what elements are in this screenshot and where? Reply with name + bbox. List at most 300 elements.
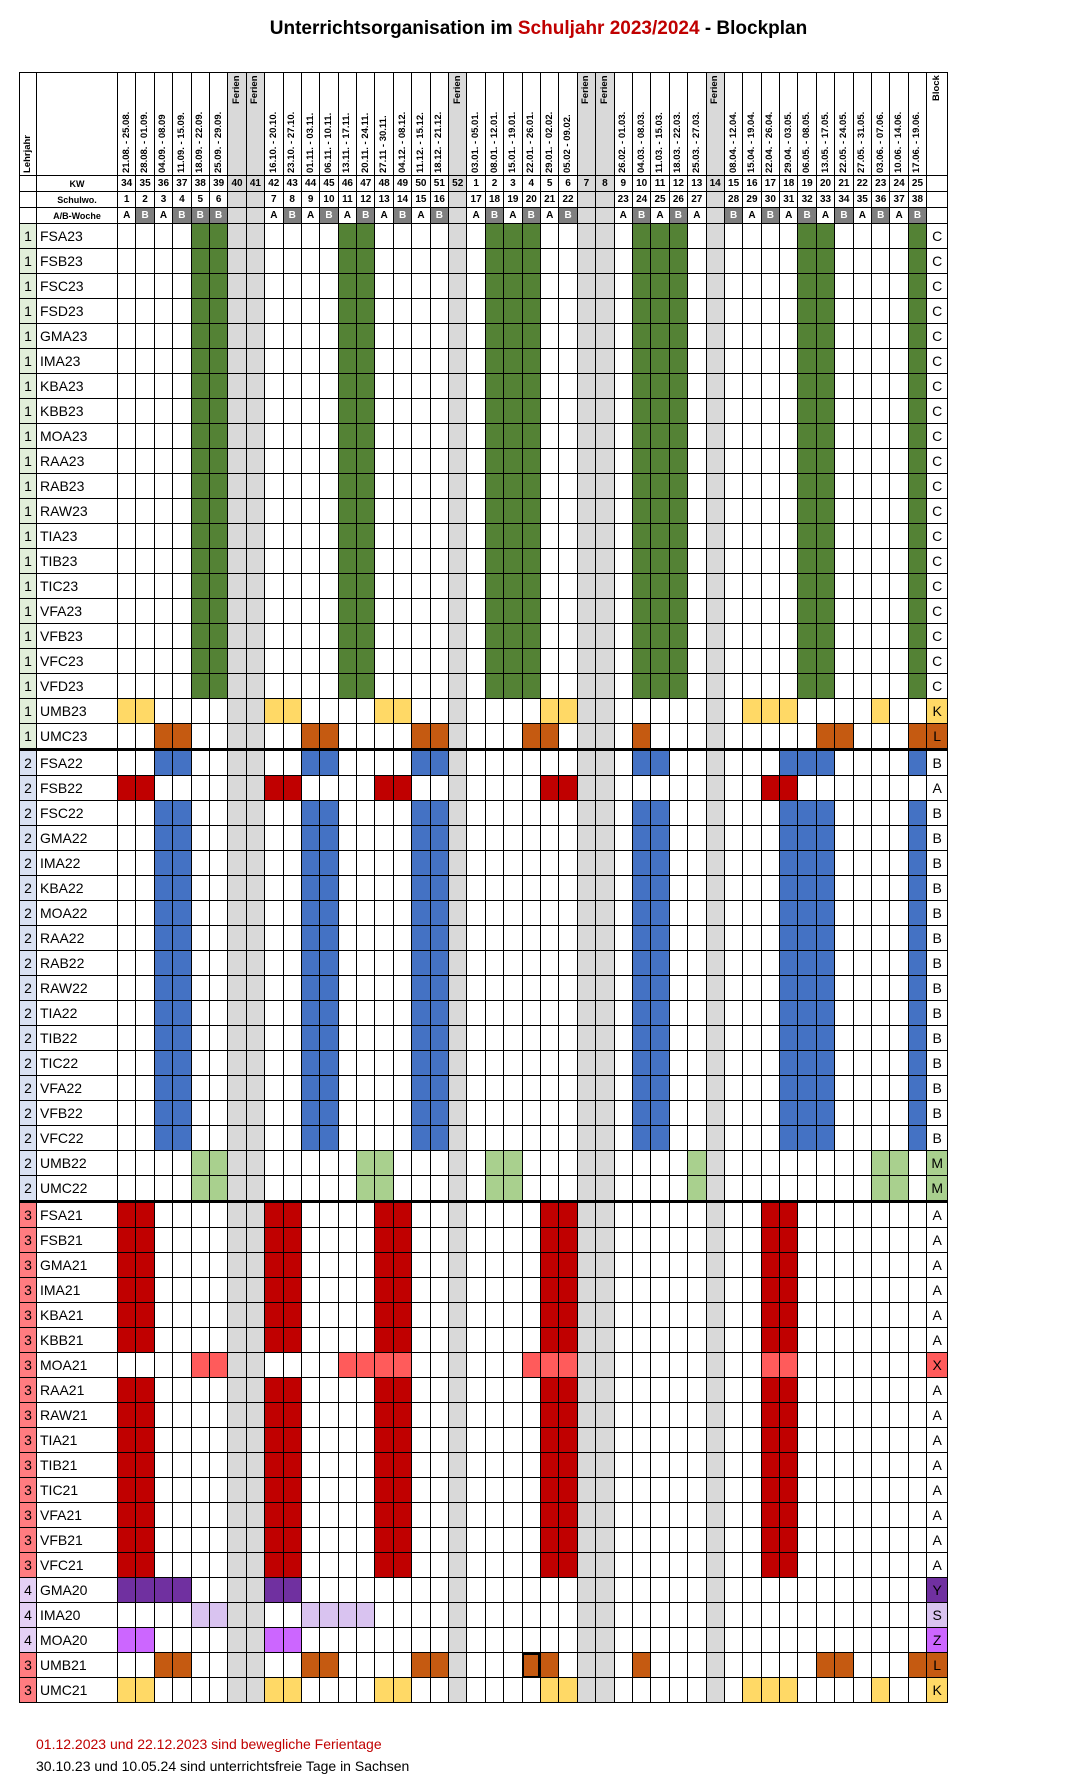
- week-cell: [872, 1628, 890, 1653]
- week-cell: [706, 674, 724, 699]
- week-cell: [559, 1553, 577, 1578]
- week-cell: [540, 424, 558, 449]
- week-cell: [191, 951, 209, 976]
- week-cell: [136, 1403, 154, 1428]
- week-cell: [118, 1653, 136, 1678]
- week-cell: [559, 1653, 577, 1678]
- week-cell: [246, 349, 264, 374]
- week-cell: [393, 274, 411, 299]
- week-cell: [724, 1528, 742, 1553]
- week-cell: [136, 1553, 154, 1578]
- week-cell: [357, 1328, 375, 1353]
- week-cell: [872, 1101, 890, 1126]
- week-cell: [246, 724, 264, 750]
- week-cell: [761, 374, 779, 399]
- week-cell: [559, 1001, 577, 1026]
- week-cell: [577, 1176, 595, 1202]
- week-cell: [430, 724, 448, 750]
- week-cell: [688, 926, 706, 951]
- week-cell: [467, 1403, 485, 1428]
- week-cell: [908, 1628, 926, 1653]
- week-cell: [504, 1353, 522, 1378]
- week-cell: [780, 624, 798, 649]
- week-cell: [577, 976, 595, 1001]
- week-cell: [596, 1478, 614, 1503]
- block-cell: L: [927, 1653, 948, 1678]
- week-cell: [283, 699, 301, 724]
- week-cell: [246, 449, 264, 474]
- week-cell: [688, 249, 706, 274]
- week-cell: [908, 1653, 926, 1678]
- week-cell: [338, 1076, 356, 1101]
- week-cell: [136, 1202, 154, 1228]
- week-cell: [761, 776, 779, 801]
- week-cell: [724, 826, 742, 851]
- week-cell: [375, 474, 393, 499]
- week-cell: [320, 1678, 338, 1703]
- week-cell: [688, 474, 706, 499]
- abwoche-row-cell: B: [761, 208, 779, 224]
- week-cell: [154, 1378, 172, 1403]
- week-cell: [669, 976, 687, 1001]
- abwoche-row-cell: B: [357, 208, 375, 224]
- week-cell: [209, 1076, 227, 1101]
- week-cell: [632, 1253, 650, 1278]
- week-cell: [632, 399, 650, 424]
- week-cell: [872, 1403, 890, 1428]
- week-cell: [835, 1578, 853, 1603]
- week-cell: [154, 750, 172, 776]
- week-cell: [577, 1051, 595, 1076]
- schulwoche-row-cell: 18: [485, 192, 503, 208]
- week-cell: [632, 1228, 650, 1253]
- week-cell: [872, 926, 890, 951]
- week-cell: [798, 1603, 816, 1628]
- week-cell: [853, 1228, 871, 1253]
- kw-row-cell: 42: [265, 176, 283, 192]
- week-cell: [908, 1603, 926, 1628]
- week-cell: [449, 624, 467, 649]
- week-cell: [706, 1478, 724, 1503]
- week-cell: [577, 1253, 595, 1278]
- week-cell: [780, 649, 798, 674]
- week-cell: [393, 976, 411, 1001]
- week-cell: [816, 926, 834, 951]
- week-date-label: Ferien: [249, 75, 261, 104]
- week-cell: [430, 599, 448, 624]
- week-cell: [173, 599, 191, 624]
- week-cell: [393, 1478, 411, 1503]
- week-cell: [596, 1653, 614, 1678]
- block-cell: B: [927, 1026, 948, 1051]
- week-date-header: [375, 73, 393, 176]
- week-date-header: [357, 73, 375, 176]
- week-cell: [449, 901, 467, 926]
- week-cell: [816, 399, 834, 424]
- schulwoche-row-cell: 15: [412, 192, 430, 208]
- week-cell: [632, 851, 650, 876]
- week-cell: [853, 1253, 871, 1278]
- week-cell: [283, 1278, 301, 1303]
- week-cell: [375, 1478, 393, 1503]
- week-cell: [118, 1202, 136, 1228]
- week-cell: [632, 1353, 650, 1378]
- week-cell: [651, 649, 669, 674]
- week-cell: [485, 1001, 503, 1026]
- week-cell: [228, 1428, 246, 1453]
- week-cell: [522, 1151, 540, 1176]
- klasse-cell: IMA23: [37, 349, 118, 374]
- week-cell: [559, 1328, 577, 1353]
- block-cell: A: [927, 1403, 948, 1428]
- week-cell: [872, 699, 890, 724]
- week-cell: [393, 424, 411, 449]
- week-cell: [835, 901, 853, 926]
- week-cell: [706, 1202, 724, 1228]
- week-cell: [706, 1653, 724, 1678]
- week-cell: [596, 1303, 614, 1328]
- week-cell: [357, 1653, 375, 1678]
- week-cell: [485, 674, 503, 699]
- week-cell: [743, 399, 761, 424]
- week-cell: [761, 1328, 779, 1353]
- week-cell: [853, 826, 871, 851]
- week-cell: [706, 624, 724, 649]
- week-cell: [228, 424, 246, 449]
- week-cell: [522, 349, 540, 374]
- week-cell: [688, 951, 706, 976]
- week-cell: [154, 599, 172, 624]
- week-cell: [761, 1578, 779, 1603]
- week-cell: [540, 224, 558, 249]
- week-cell: [798, 801, 816, 826]
- week-cell: [559, 599, 577, 624]
- week-cell: [559, 1126, 577, 1151]
- week-cell: [522, 374, 540, 399]
- week-cell: [614, 1101, 632, 1126]
- lehrjahr-cell: 3: [20, 1553, 37, 1578]
- week-cell: [191, 1026, 209, 1051]
- week-cell: [301, 399, 319, 424]
- week-cell: [743, 750, 761, 776]
- week-cell: [485, 901, 503, 926]
- week-cell: [173, 1278, 191, 1303]
- week-cell: [724, 1603, 742, 1628]
- week-cell: [872, 399, 890, 424]
- abwoche-row-cell: A: [688, 208, 706, 224]
- week-cell: [651, 299, 669, 324]
- week-cell: [724, 699, 742, 724]
- week-cell: [872, 549, 890, 574]
- week-cell: [357, 776, 375, 801]
- week-cell: [412, 1503, 430, 1528]
- week-cell: [614, 1328, 632, 1353]
- week-cell: [136, 1478, 154, 1503]
- week-cell: [780, 224, 798, 249]
- week-cell: [632, 1553, 650, 1578]
- week-cell: [872, 851, 890, 876]
- abwoche-row-cell: [596, 208, 614, 224]
- week-cell: [393, 1653, 411, 1678]
- week-cell: [651, 449, 669, 474]
- week-cell: [743, 574, 761, 599]
- week-cell: [816, 549, 834, 574]
- week-cell: [614, 1353, 632, 1378]
- week-cell: [853, 274, 871, 299]
- week-cell: [209, 524, 227, 549]
- week-cell: [412, 1403, 430, 1428]
- week-cell: [301, 1503, 319, 1528]
- week-cell: [724, 901, 742, 926]
- week-cell: [559, 424, 577, 449]
- week-cell: [890, 1278, 908, 1303]
- week-cell: [651, 374, 669, 399]
- week-cell: [908, 699, 926, 724]
- week-date-label: 25.09. - 29.09.: [212, 111, 224, 173]
- week-cell: [393, 524, 411, 549]
- week-cell: [890, 1553, 908, 1578]
- week-cell: [596, 1678, 614, 1703]
- week-cell: [430, 1653, 448, 1678]
- week-cell: [724, 1453, 742, 1478]
- block-label: Block: [931, 75, 943, 101]
- schulwoche-row-cell: 14: [393, 192, 411, 208]
- week-cell: [798, 1126, 816, 1151]
- week-cell: [357, 1253, 375, 1278]
- week-cell: [449, 1603, 467, 1628]
- week-cell: [614, 524, 632, 549]
- week-cell: [375, 1453, 393, 1478]
- week-cell: [596, 876, 614, 901]
- week-cell: [173, 1428, 191, 1453]
- lehrjahr-cell: 1: [20, 274, 37, 299]
- week-cell: [209, 1678, 227, 1703]
- week-cell: [540, 1678, 558, 1703]
- week-cell: [320, 1278, 338, 1303]
- week-cell: [872, 674, 890, 699]
- week-cell: [908, 399, 926, 424]
- week-cell: [724, 399, 742, 424]
- week-cell: [816, 1403, 834, 1428]
- week-cell: [228, 1176, 246, 1202]
- week-cell: [890, 1603, 908, 1628]
- week-cell: [890, 801, 908, 826]
- week-cell: [209, 499, 227, 524]
- week-cell: [577, 876, 595, 901]
- week-cell: [375, 1578, 393, 1603]
- week-date-label: 18.09. - 22.09.: [194, 111, 206, 173]
- week-cell: [118, 750, 136, 776]
- week-cell: [301, 349, 319, 374]
- lehrjahr-cell: 2: [20, 1176, 37, 1202]
- week-cell: [651, 1378, 669, 1403]
- week-cell: [780, 1653, 798, 1678]
- week-cell: [467, 1428, 485, 1453]
- week-cell: [320, 249, 338, 274]
- week-cell: [872, 951, 890, 976]
- week-cell: [908, 474, 926, 499]
- week-cell: [816, 574, 834, 599]
- week-cell: [228, 750, 246, 776]
- week-cell: [191, 499, 209, 524]
- week-cell: [118, 1453, 136, 1478]
- week-cell: [853, 750, 871, 776]
- week-cell: [283, 449, 301, 474]
- week-cell: [780, 524, 798, 549]
- week-cell: [688, 1353, 706, 1378]
- week-cell: [522, 1076, 540, 1101]
- week-cell: [283, 976, 301, 1001]
- week-cell: [246, 901, 264, 926]
- week-cell: [283, 1151, 301, 1176]
- week-cell: [669, 224, 687, 249]
- week-cell: [853, 1628, 871, 1653]
- schulwoche-row-cell: [228, 192, 246, 208]
- week-cell: [320, 1176, 338, 1202]
- week-cell: [265, 1126, 283, 1151]
- week-cell: [154, 224, 172, 249]
- class-row: [20, 1151, 948, 1176]
- week-cell: [614, 1628, 632, 1653]
- week-cell: [614, 1026, 632, 1051]
- week-cell: [320, 1503, 338, 1528]
- week-cell: [338, 324, 356, 349]
- week-cell: [632, 624, 650, 649]
- week-cell: [632, 474, 650, 499]
- week-cell: [209, 224, 227, 249]
- week-cell: [154, 1303, 172, 1328]
- week-cell: [375, 750, 393, 776]
- week-cell: [908, 724, 926, 750]
- week-cell: [559, 474, 577, 499]
- week-cell: [173, 724, 191, 750]
- week-cell: [265, 1101, 283, 1126]
- week-cell: [320, 674, 338, 699]
- week-cell: [357, 349, 375, 374]
- week-cell: [559, 1353, 577, 1378]
- week-cell: [265, 649, 283, 674]
- week-cell: [835, 826, 853, 851]
- week-cell: [118, 649, 136, 674]
- lehrjahr-cell: 3: [20, 1678, 37, 1703]
- block-cell: A: [927, 1428, 948, 1453]
- week-cell: [872, 1228, 890, 1253]
- week-cell: [688, 549, 706, 574]
- week-cell: [908, 826, 926, 851]
- week-cell: [908, 1228, 926, 1253]
- week-cell: [191, 274, 209, 299]
- week-cell: [449, 449, 467, 474]
- week-cell: [651, 1228, 669, 1253]
- week-cell: [577, 599, 595, 624]
- week-cell: [688, 1328, 706, 1353]
- abwoche-row-cell: [228, 208, 246, 224]
- week-cell: [835, 1101, 853, 1126]
- week-cell: [430, 624, 448, 649]
- class-row: [20, 1076, 948, 1101]
- week-cell: [816, 976, 834, 1001]
- week-date-label: 17.06. - 19.06.: [911, 111, 923, 173]
- week-cell: [816, 1528, 834, 1553]
- week-cell: [320, 876, 338, 901]
- week-cell: [835, 224, 853, 249]
- week-cell: [357, 1051, 375, 1076]
- week-cell: [688, 1428, 706, 1453]
- week-cell: [706, 750, 724, 776]
- week-cell: [798, 1101, 816, 1126]
- week-cell: [780, 851, 798, 876]
- week-cell: [246, 1428, 264, 1453]
- week-cell: [669, 1528, 687, 1553]
- week-cell: [265, 399, 283, 424]
- week-cell: [412, 574, 430, 599]
- week-cell: [540, 1126, 558, 1151]
- week-cell: [265, 524, 283, 549]
- week-cell: [338, 1026, 356, 1051]
- week-cell: [301, 1653, 319, 1678]
- week-cell: [485, 724, 503, 750]
- week-cell: [338, 876, 356, 901]
- week-cell: [596, 1126, 614, 1151]
- week-cell: [338, 674, 356, 699]
- class-row: [20, 1603, 948, 1628]
- week-cell: [467, 750, 485, 776]
- lehrjahr-cell: 2: [20, 1076, 37, 1101]
- week-cell: [246, 1202, 264, 1228]
- week-cell: [485, 1076, 503, 1101]
- week-cell: [890, 249, 908, 274]
- lehrjahr-cell: 2: [20, 926, 37, 951]
- week-cell: [393, 474, 411, 499]
- week-cell: [449, 399, 467, 424]
- week-cell: [118, 1228, 136, 1253]
- week-cell: [724, 299, 742, 324]
- week-cell: [522, 1428, 540, 1453]
- week-cell: [908, 1678, 926, 1703]
- week-cell: [669, 951, 687, 976]
- week-cell: [872, 1428, 890, 1453]
- week-date-header: [209, 73, 227, 176]
- week-cell: [209, 1453, 227, 1478]
- week-cell: [118, 699, 136, 724]
- week-cell: [154, 474, 172, 499]
- week-date-header: [485, 73, 503, 176]
- week-cell: [688, 499, 706, 524]
- week-cell: [835, 324, 853, 349]
- block-cell: C: [927, 624, 948, 649]
- week-cell: [467, 1126, 485, 1151]
- week-cell: [559, 876, 577, 901]
- week-cell: [191, 1076, 209, 1101]
- week-cell: [265, 299, 283, 324]
- schulwoche-row-cell: 23: [614, 192, 632, 208]
- abwoche-row-cell: B: [872, 208, 890, 224]
- week-cell: [504, 1101, 522, 1126]
- week-cell: [669, 549, 687, 574]
- kw-row-cell: 47: [357, 176, 375, 192]
- week-date-label: 26.02. - 01.03.: [617, 111, 629, 173]
- week-cell: [632, 1528, 650, 1553]
- week-cell: [669, 1126, 687, 1151]
- week-cell: [743, 624, 761, 649]
- week-cell: [835, 1378, 853, 1403]
- week-cell: [522, 724, 540, 750]
- week-cell: [154, 976, 172, 1001]
- week-cell: [154, 1578, 172, 1603]
- week-cell: [890, 951, 908, 976]
- lehrjahr-cell: 2: [20, 801, 37, 826]
- week-cell: [853, 876, 871, 901]
